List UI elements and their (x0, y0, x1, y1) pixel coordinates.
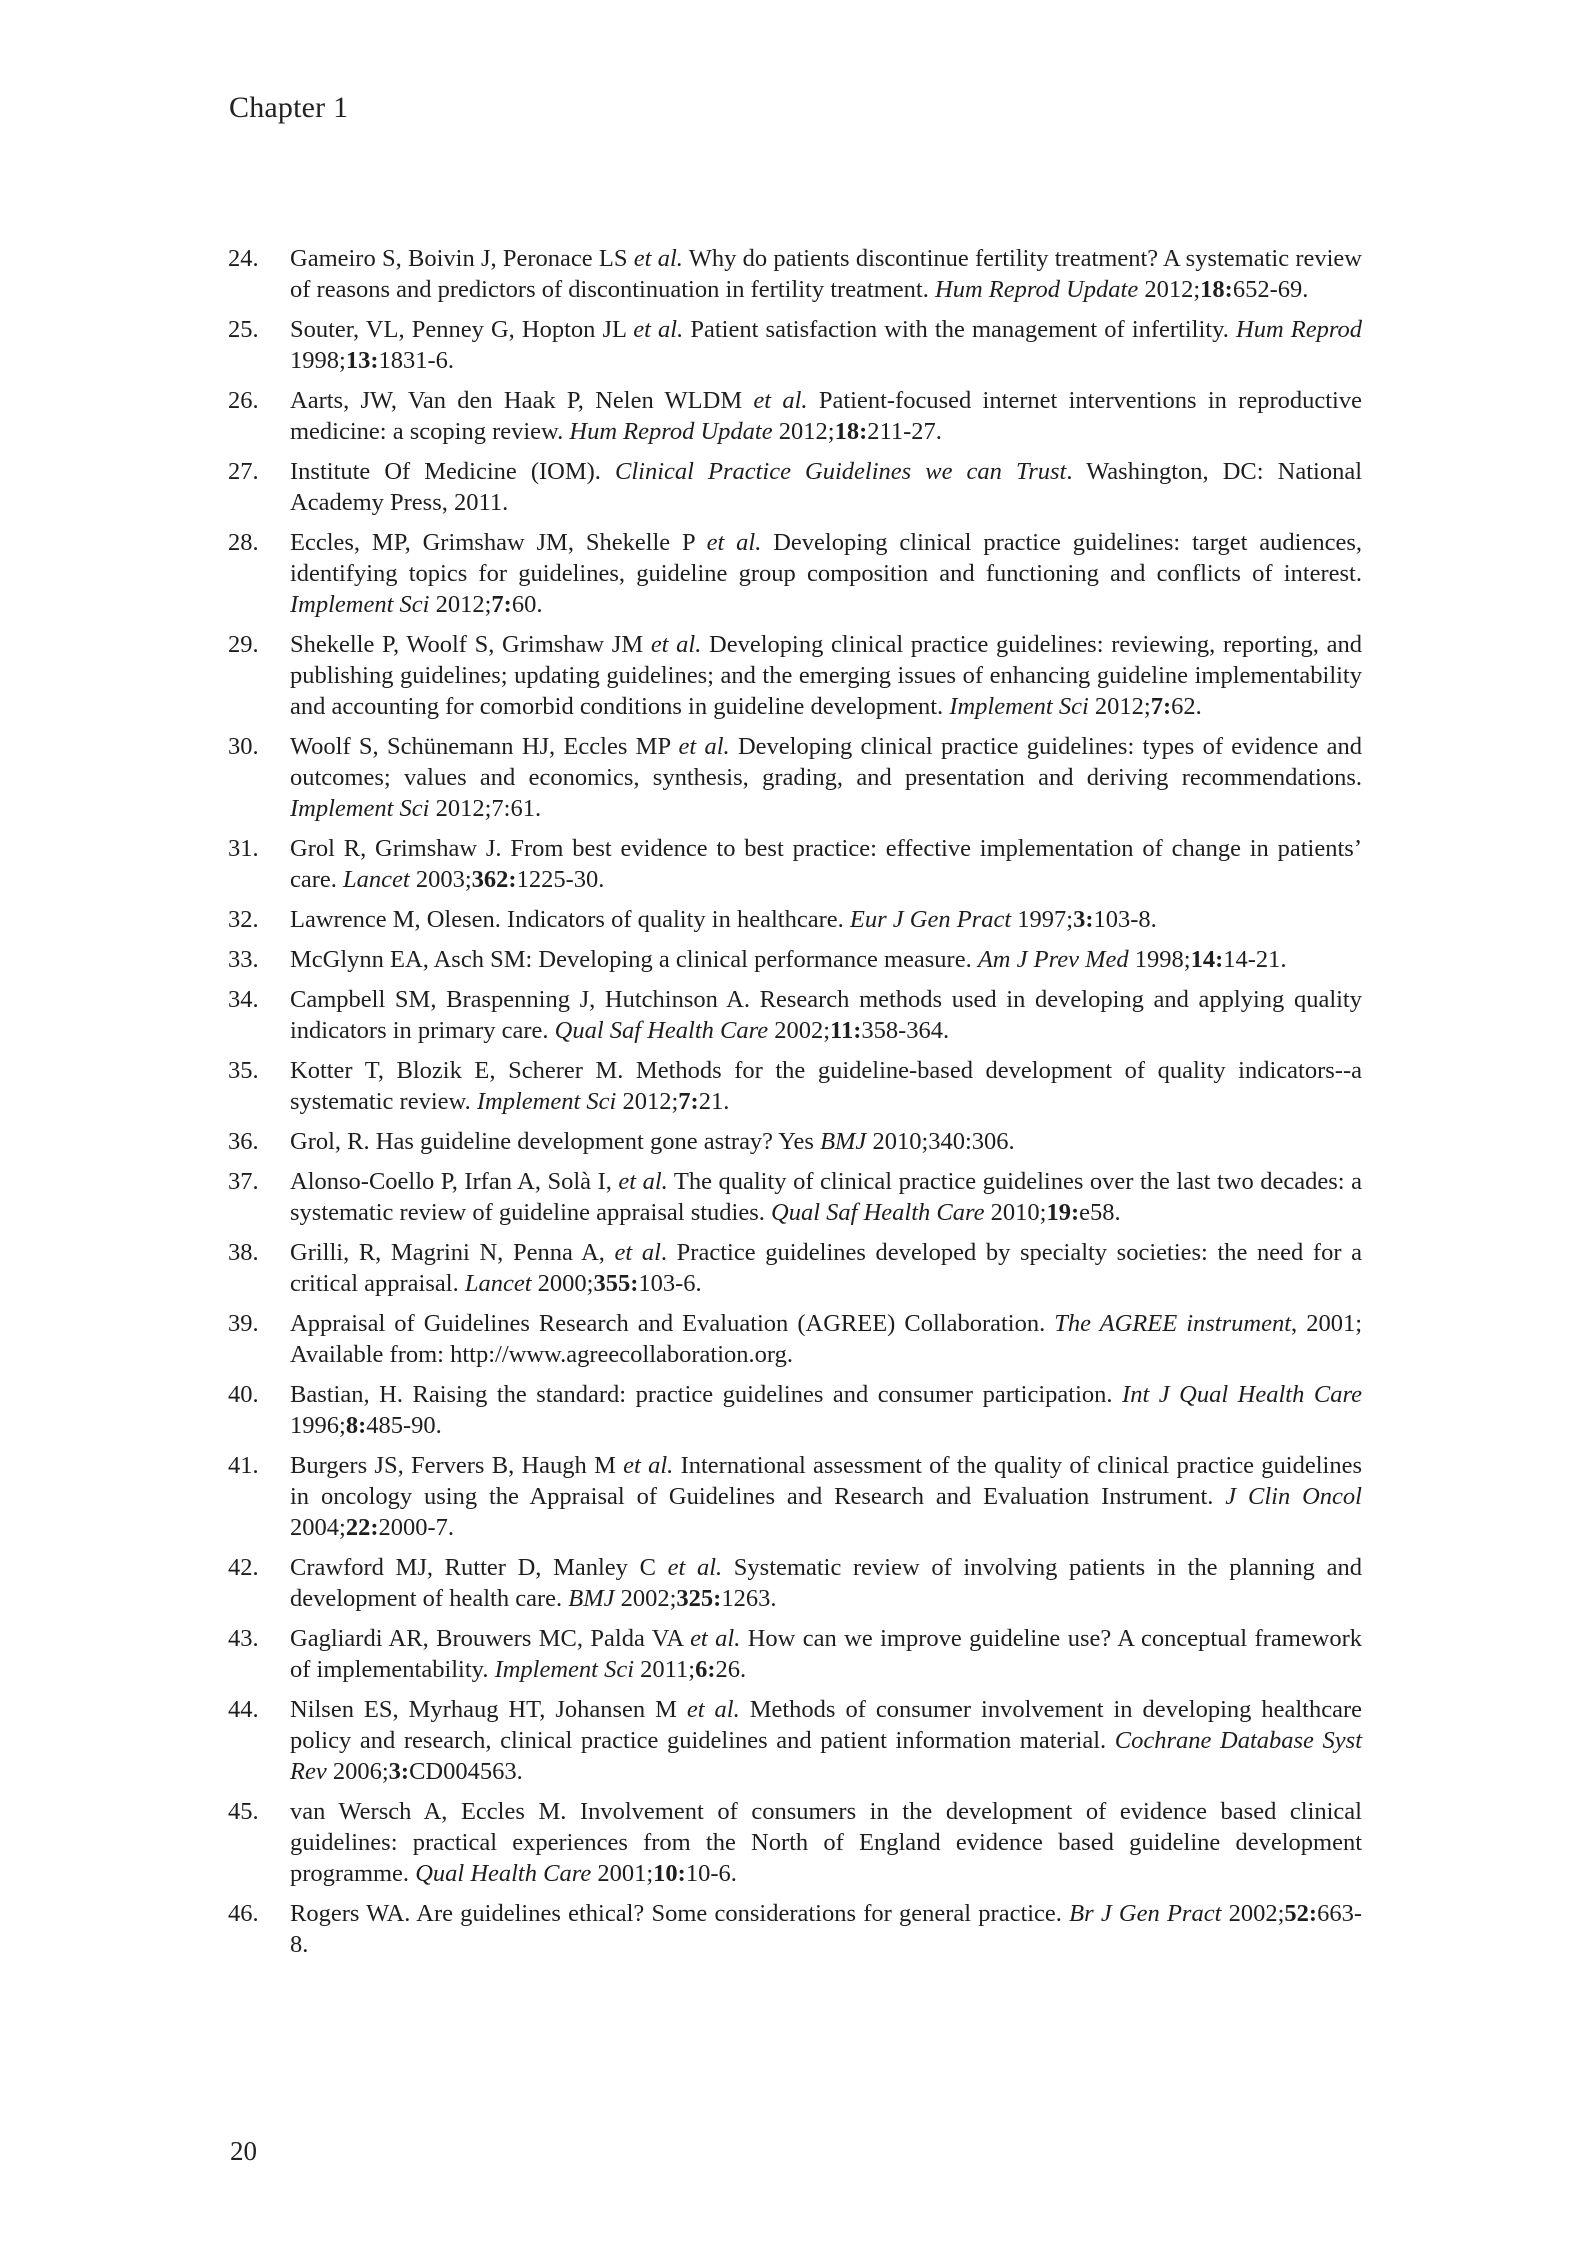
chapter-header: Chapter 1 (229, 91, 349, 124)
reference-text: Burgers JS, Fervers B, Haugh M et al. International assessment of the quality of clinical practice guidelines in oncology using the Appraisal of Guidelines and Research and Evaluation Instrument. J Clin Oncol 2004;22:2000-7. (290, 1452, 1362, 1541)
reference-text: McGlynn EA, Asch SM: Developing a clinical performance measure. Am J Prev Med 1998;14:14-21. (290, 946, 1287, 973)
reference-number: 46. (228, 1900, 259, 1927)
reference-text: Institute Of Medicine (IOM). Clinical Practice Guidelines we can Trust. Washington, DC: National Academy Press, 2011. (290, 458, 1363, 516)
reference-number: 25. (228, 316, 259, 343)
reference-number: 43. (228, 1625, 259, 1652)
reference-item (228, 629, 1362, 722)
reference-text: Souter, VL, Penney G, Hopton JL et al. Patient satisfaction with the management of infertility. Hum Reprod 1998;13:1831-6. (290, 316, 1362, 374)
reference-text: Lawrence M, Olesen. Indicators of quality in healthcare. Eur J Gen Pract 1997;3:103-8. (290, 906, 1157, 933)
reference-item (228, 385, 1362, 447)
reference-list (228, 243, 1362, 1969)
reference-item (228, 833, 1362, 895)
page-number: 20 (230, 2136, 257, 2166)
reference-item (228, 314, 1362, 376)
reference-item (228, 1126, 1362, 1157)
reference-text: Aarts, JW, Van den Haak P, Nelen WLDM et al. Patient-focused internet interventions in reproductive medicine: a scoping review. Hum Reprod Update 2012;18:211-27. (290, 387, 1362, 445)
reference-item (228, 1898, 1362, 1960)
reference-text: Grol, R. Has guideline development gone astray? Yes BMJ 2010;340:306. (290, 1128, 1015, 1155)
reference-number: 40. (228, 1381, 259, 1408)
reference-number: 33. (228, 946, 259, 973)
reference-number: 42. (228, 1554, 259, 1581)
reference-number: 30. (228, 733, 259, 760)
reference-number: 36. (228, 1128, 259, 1155)
reference-number: 41. (228, 1452, 259, 1479)
reference-text: Rogers WA. Are guidelines ethical? Some considerations for general practice. Br J Gen Pract 2002;52:663-8. (290, 1900, 1362, 1958)
reference-item (228, 1166, 1362, 1228)
reference-number: 34. (228, 986, 259, 1013)
reference-item (228, 243, 1362, 305)
reference-text: Kotter T, Blozik E, Scherer M. Methods for the guideline-based development of quality indicators--a systematic review. Implement Sci 2012;7:21. (290, 1057, 1362, 1115)
reference-text: Eccles, MP, Grimshaw JM, Shekelle P et al. Developing clinical practice guidelines: target audiences, identifying topics for guidelines, guideline group composition and functioning and conflicts of interest. Implement Sci 2012;7:60. (290, 529, 1362, 618)
reference-number: 35. (228, 1057, 259, 1084)
reference-item (228, 904, 1362, 935)
reference-text: Nilsen ES, Myrhaug HT, Johansen M et al. Methods of consumer involvement in developing healthcare policy and research, clinical practice guidelines and patient information material. Cochrane Database Syst Rev 2006;3:CD004563. (290, 1696, 1363, 1785)
reference-number: 44. (228, 1696, 259, 1723)
reference-item (228, 527, 1362, 620)
reference-number: 29. (228, 631, 259, 658)
reference-number: 24. (228, 245, 259, 272)
reference-item (228, 1623, 1362, 1685)
reference-text: Grilli, R, Magrini N, Penna A, et al. Practice guidelines developed by specialty societies: the need for a critical appraisal. Lancet 2000;355:103-6. (290, 1239, 1362, 1297)
reference-item (228, 456, 1362, 518)
reference-item (228, 1055, 1362, 1117)
reference-item (228, 1796, 1362, 1889)
reference-item (228, 1450, 1362, 1543)
reference-number: 31. (228, 835, 259, 862)
reference-number: 32. (228, 906, 259, 933)
reference-number: 38. (228, 1239, 259, 1266)
reference-number: 27. (228, 458, 259, 485)
reference-item (228, 1308, 1362, 1370)
reference-item (228, 1694, 1362, 1787)
reference-text: Shekelle P, Woolf S, Grimshaw JM et al. Developing clinical practice guidelines: reviewing, reporting, and publishing guidelines; updating guidelines; and the emerging issues of enhancing guideline implementability and accounting for comorbid conditions in guideline development. Implement Sci 2012;7:62. (290, 631, 1362, 720)
reference-number: 26. (228, 387, 259, 414)
reference-text: Crawford MJ, Rutter D, Manley C et al. Systematic review of involving patients in the planning and development of health care. BMJ 2002;325:1263. (290, 1554, 1362, 1612)
reference-number: 37. (228, 1168, 259, 1195)
reference-text: Alonso-Coello P, Irfan A, Solà I, et al. The quality of clinical practice guidelines over the last two decades: a systematic review of guideline appraisal studies. Qual Saf Health Care 2010;19:e58. (290, 1168, 1363, 1226)
reference-text: Woolf S, Schünemann HJ, Eccles MP et al. Developing clinical practice guidelines: types of evidence and outcomes; values and economics, synthesis, grading, and presentation and deriving recommendations. Implement Sci 2012;7:61. (290, 733, 1362, 822)
reference-item (228, 1237, 1362, 1299)
reference-item (228, 944, 1362, 975)
reference-number: 45. (228, 1798, 259, 1825)
reference-text: van Wersch A, Eccles M. Involvement of consumers in the development of evidence based clinical guidelines: practical experiences from the North of England evidence based guideline development programme. Qual Health Care 2001;10:10-6. (290, 1798, 1362, 1887)
reference-text: Gagliardi AR, Brouwers MC, Palda VA et al. How can we improve guideline use? A conceptual framework of implementability. Implement Sci 2011;6:26. (290, 1625, 1362, 1683)
reference-item (228, 1552, 1362, 1614)
reference-item (228, 1379, 1362, 1441)
reference-text: Appraisal of Guidelines Research and Evaluation (AGREE) Collaboration. The AGREE instrument, 2001; Available from: http://www.agreecollaboration.org. (290, 1310, 1363, 1368)
reference-number: 39. (228, 1310, 259, 1337)
reference-text: Gameiro S, Boivin J, Peronace LS et al. Why do patients discontinue fertility treatment? A systematic review of reasons and predictors of discontinuation in fertility treatment. Hum Reprod Update 2012;18:652-69. (290, 245, 1362, 303)
reference-item (228, 731, 1362, 824)
reference-text: Campbell SM, Braspenning J, Hutchinson A. Research methods used in developing and applying quality indicators in primary care. Qual Saf Health Care 2002;11:358-364. (290, 986, 1362, 1044)
reference-text: Grol R, Grimshaw J. From best evidence to best practice: effective implementation of change in patients’ care. Lancet 2003;362:1225-30. (290, 835, 1362, 893)
reference-item (228, 984, 1362, 1046)
reference-text: Bastian, H. Raising the standard: practice guidelines and consumer participation. Int J Qual Health Care 1996;8:485-90. (290, 1381, 1362, 1439)
reference-number: 28. (228, 529, 259, 556)
